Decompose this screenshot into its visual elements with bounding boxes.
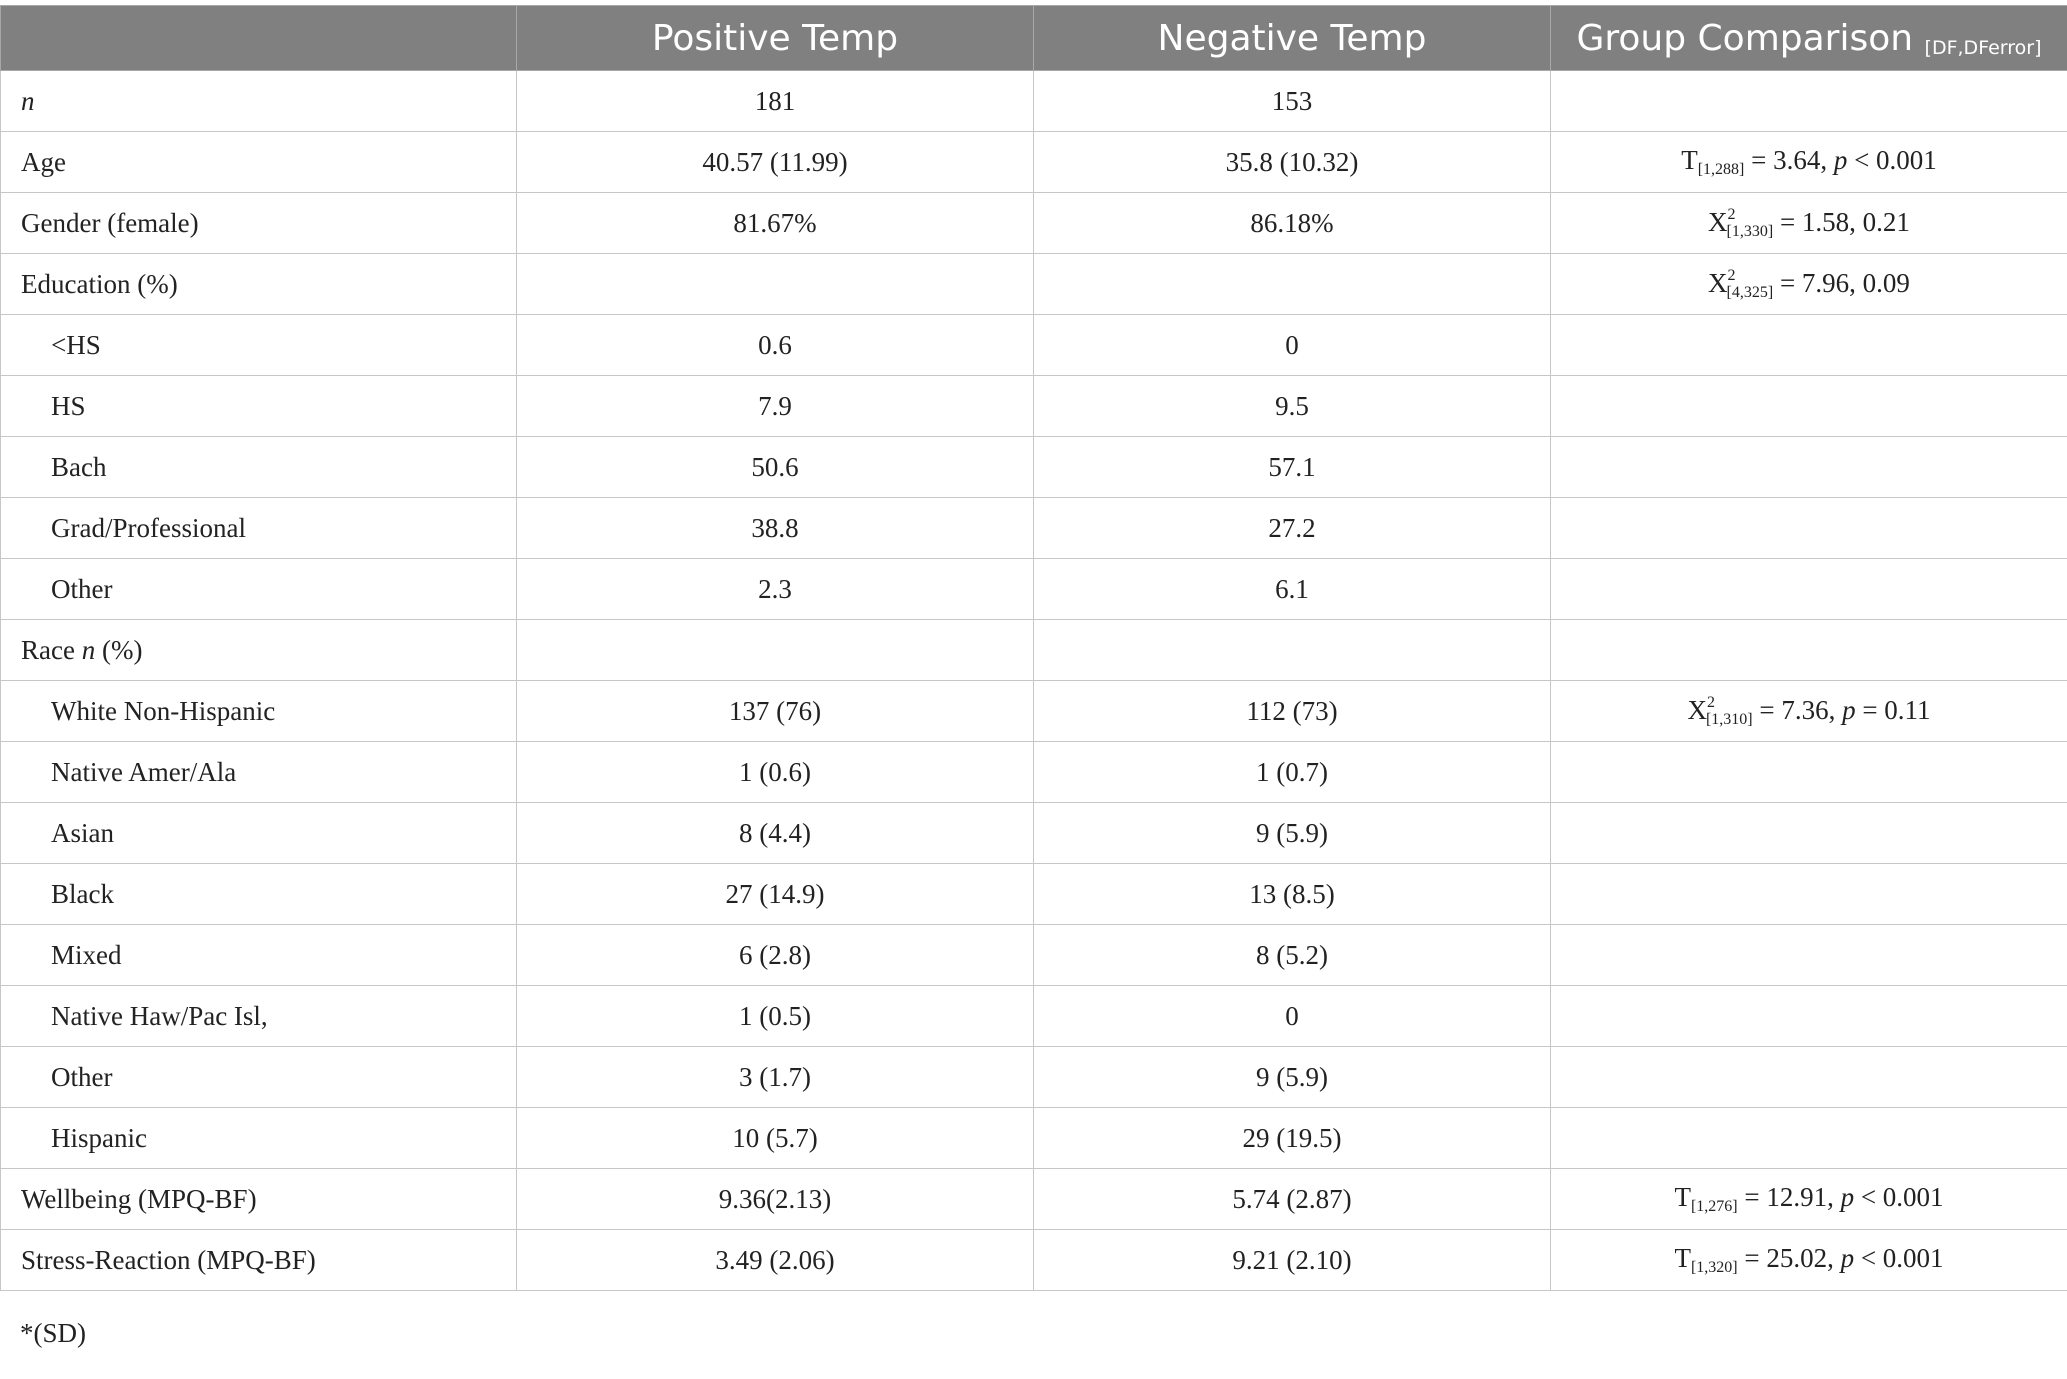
- row-label-text: Hispanic: [51, 1122, 147, 1153]
- stat-df-subscript: [1,288]: [1697, 161, 1745, 178]
- stat-value: = 25.02,: [1737, 1243, 1841, 1273]
- table-row: [1, 498, 2067, 559]
- table-row: [1, 437, 2067, 498]
- row-label: [1, 986, 517, 1047]
- cell-group-comparison: [1551, 803, 2067, 864]
- stat-p-value: = 0.11: [1855, 694, 1931, 725]
- row-label-text: n: [21, 85, 35, 116]
- table-row: [1, 132, 2067, 193]
- table-row: [1, 254, 2067, 315]
- stat-letter: X: [1708, 206, 1728, 237]
- stat-p: p: [1840, 1182, 1855, 1212]
- row-label-text: Native Haw/Pac Isl,: [51, 1000, 268, 1031]
- stat-p: p: [1842, 694, 1856, 725]
- row-label: [1, 803, 517, 864]
- header-positive-temp: Positive Temp: [517, 6, 1034, 71]
- cell-group-comparison: [1551, 376, 2067, 437]
- row-label-text: <HS: [51, 329, 101, 360]
- stat-letter: T: [1674, 1243, 1691, 1273]
- table-row: [1, 315, 2067, 376]
- stat-df-subscript: [4,325]: [1726, 283, 1774, 301]
- row-label-text: Age: [21, 146, 66, 177]
- cell-negative-temp: 1 (0.7): [1034, 742, 1551, 803]
- header-group-comparison-label: Group Comparison: [1576, 17, 1914, 59]
- cell-group-comparison: [1551, 681, 2067, 742]
- row-label: [1, 1047, 517, 1108]
- cell-negative-temp: 8 (5.2): [1034, 925, 1551, 986]
- cell-positive-temp: 81.67%: [517, 193, 1034, 254]
- cell-negative-temp: 57.1: [1034, 437, 1551, 498]
- cell-group-comparison: [1551, 925, 2067, 986]
- row-label: [1, 498, 517, 559]
- stat-superscript: 2: [1706, 693, 1715, 711]
- cell-negative-temp: 5.74 (2.87): [1034, 1169, 1551, 1230]
- cell-positive-temp: 38.8: [517, 498, 1034, 559]
- stat-superscript: 2: [1727, 205, 1736, 223]
- row-label-text: Asian: [51, 817, 114, 848]
- cell-negative-temp: 29 (19.5): [1034, 1108, 1551, 1169]
- row-label: [1, 437, 517, 498]
- cell-negative-temp: 0: [1034, 986, 1551, 1047]
- cell-positive-temp: 2.3: [517, 559, 1034, 620]
- table-row: [1, 71, 2067, 132]
- row-label-text: Grad/Professional: [51, 512, 246, 543]
- row-label: [1, 1169, 517, 1230]
- cell-group-comparison: [1551, 559, 2067, 620]
- cell-positive-temp: 137 (76): [517, 681, 1034, 742]
- cell-negative-temp: 0: [1034, 315, 1551, 376]
- header-df-subscript: [DF,DFerror]: [1924, 36, 2042, 59]
- row-label-text: Native Amer/Ala: [51, 756, 237, 787]
- cell-positive-temp: 1 (0.6): [517, 742, 1034, 803]
- stat-value: = 7.36,: [1752, 694, 1843, 725]
- stat-df-subscript: [1,276]: [1690, 1198, 1738, 1215]
- row-label-text: Other: [51, 1061, 113, 1092]
- stat-value: = 7.96, 0.09: [1773, 267, 1910, 298]
- cell-positive-temp: 10 (5.7): [517, 1108, 1034, 1169]
- cell-negative-temp: 6.1: [1034, 559, 1551, 620]
- cell-negative-temp: [1034, 254, 1551, 315]
- cell-negative-temp: 13 (8.5): [1034, 864, 1551, 925]
- row-label-text: Other: [51, 573, 113, 604]
- row-label: [1, 376, 517, 437]
- stat-df-subscript: [1,330]: [1726, 222, 1774, 240]
- cell-positive-temp: 27 (14.9): [517, 864, 1034, 925]
- table-row: [1, 681, 2067, 742]
- table-row: [1, 1108, 2067, 1169]
- header-row: [1, 6, 2067, 71]
- cell-negative-temp: 112 (73): [1034, 681, 1551, 742]
- cell-group-comparison: [1551, 742, 2067, 803]
- table-row: [1, 1047, 2067, 1108]
- cell-group-comparison: [1551, 620, 2067, 681]
- row-label: [1, 71, 517, 132]
- row-label: [1, 1230, 517, 1291]
- stat-df-subscript: [1,320]: [1690, 1259, 1738, 1276]
- stat-letter: X: [1687, 694, 1707, 725]
- row-label: [1, 193, 517, 254]
- row-label-text: Mixed: [51, 939, 122, 970]
- table-row: [1, 1230, 2067, 1291]
- cell-positive-temp: 1 (0.5): [517, 986, 1034, 1047]
- cell-group-comparison: [1551, 1047, 2067, 1108]
- cell-negative-temp: 35.8 (10.32): [1034, 132, 1551, 193]
- table-row: [1, 620, 2067, 681]
- table-row: [1, 803, 2067, 864]
- table-body: [1, 71, 2067, 1291]
- row-label-text: HS: [51, 390, 86, 421]
- row-label-text: Race: [21, 634, 82, 665]
- row-label: [1, 681, 517, 742]
- row-label: [1, 925, 517, 986]
- row-label-italic: n: [81, 634, 96, 665]
- stat-p: p: [1833, 145, 1848, 175]
- stat-p-value: < 0.001: [1847, 145, 1937, 175]
- cell-group-comparison: [1551, 437, 2067, 498]
- cell-group-comparison: [1551, 986, 2067, 1047]
- cell-group-comparison: [1551, 254, 2067, 315]
- cell-positive-temp: 40.57 (11.99): [517, 132, 1034, 193]
- cell-negative-temp: 153: [1034, 71, 1551, 132]
- row-label: [1, 742, 517, 803]
- stat-value: = 1.58, 0.21: [1773, 206, 1910, 237]
- stat-p-value: < 0.001: [1854, 1243, 1944, 1273]
- table-row: [1, 742, 2067, 803]
- cell-negative-temp: 27.2: [1034, 498, 1551, 559]
- row-label-tail: (%): [95, 634, 143, 665]
- table-row: [1, 1169, 2067, 1230]
- table-footnote: *(SD): [20, 1318, 86, 1348]
- table-row: [1, 925, 2067, 986]
- cell-positive-temp: 3 (1.7): [517, 1047, 1034, 1108]
- demographics-table: [0, 5, 2067, 1291]
- table-row: [1, 864, 2067, 925]
- cell-positive-temp: [517, 620, 1034, 681]
- cell-negative-temp: 86.18%: [1034, 193, 1551, 254]
- cell-positive-temp: 3.49 (2.06): [517, 1230, 1034, 1291]
- cell-group-comparison: [1551, 1169, 2067, 1230]
- table-header: [1, 6, 2067, 71]
- cell-positive-temp: [517, 254, 1034, 315]
- cell-negative-temp: 9.5: [1034, 376, 1551, 437]
- row-label: [1, 254, 517, 315]
- row-label: [1, 315, 517, 376]
- stat-value: = 12.91,: [1737, 1182, 1841, 1212]
- row-label: [1, 864, 517, 925]
- stat-letter: X: [1708, 267, 1728, 298]
- cell-positive-temp: 0.6: [517, 315, 1034, 376]
- header-group-comparison: [1551, 6, 2067, 71]
- row-label-text: Wellbeing (MPQ-BF): [21, 1183, 257, 1214]
- cell-group-comparison: [1551, 1108, 2067, 1169]
- table-row: [1, 559, 2067, 620]
- table-row: [1, 193, 2067, 254]
- table-row: [1, 986, 2067, 1047]
- cell-group-comparison: [1551, 193, 2067, 254]
- row-label: [1, 132, 517, 193]
- row-label-text: Black: [51, 878, 114, 909]
- cell-negative-temp: 9 (5.9): [1034, 1047, 1551, 1108]
- stat-letter: T: [1681, 145, 1698, 175]
- row-label-text: Education (%): [21, 268, 178, 299]
- table-row: [1, 376, 2067, 437]
- stat-df-subscript: [1,310]: [1705, 710, 1753, 728]
- cell-group-comparison: [1551, 132, 2067, 193]
- cell-positive-temp: 6 (2.8): [517, 925, 1034, 986]
- cell-group-comparison: [1551, 864, 2067, 925]
- header-negative-temp: Negative Temp: [1034, 6, 1551, 71]
- cell-negative-temp: 9.21 (2.10): [1034, 1230, 1551, 1291]
- row-label: [1, 559, 517, 620]
- row-label-text: Stress-Reaction (MPQ-BF): [21, 1244, 316, 1275]
- cell-negative-temp: 9 (5.9): [1034, 803, 1551, 864]
- stat-superscript: 2: [1727, 266, 1736, 284]
- row-label-text: White Non-Hispanic: [51, 695, 276, 726]
- cell-group-comparison: [1551, 498, 2067, 559]
- stat-letter: T: [1674, 1182, 1691, 1212]
- cell-positive-temp: 50.6: [517, 437, 1034, 498]
- cell-negative-temp: [1034, 620, 1551, 681]
- stat-value: = 3.64,: [1744, 145, 1834, 175]
- cell-group-comparison: [1551, 1230, 2067, 1291]
- row-label: [1, 620, 517, 681]
- row-label: [1, 1108, 517, 1169]
- header-blank: [1, 6, 517, 71]
- cell-positive-temp: 9.36(2.13): [517, 1169, 1034, 1230]
- row-label-text: Gender (female): [21, 207, 199, 238]
- cell-positive-temp: 7.9: [517, 376, 1034, 437]
- cell-positive-temp: 8 (4.4): [517, 803, 1034, 864]
- cell-group-comparison: [1551, 71, 2067, 132]
- cell-positive-temp: 181: [517, 71, 1034, 132]
- stat-p: p: [1840, 1243, 1855, 1273]
- cell-group-comparison: [1551, 315, 2067, 376]
- stat-p-value: < 0.001: [1854, 1182, 1944, 1212]
- row-label-text: Bach: [51, 451, 107, 482]
